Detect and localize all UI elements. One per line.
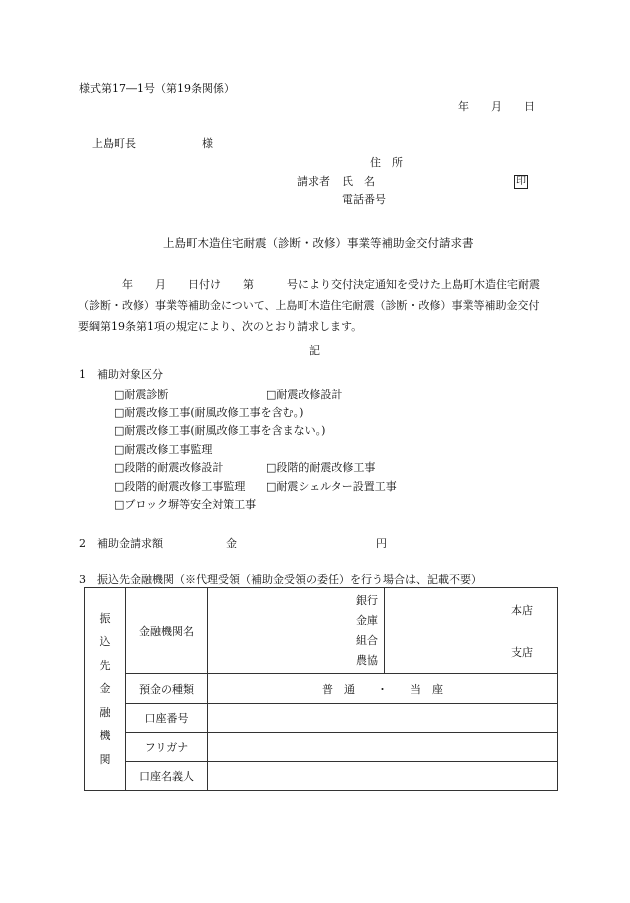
type-kumiai: 組合 [356,633,378,647]
bank-side-label: 振 込 先 金 融 機 関 [85,588,126,791]
branch-field[interactable] [385,588,558,674]
option-retrofit-work-with-wind[interactable]: □耐震改修工事(耐風改修工事を含む。) [114,406,304,419]
date-line: 年 月 日 [458,100,535,113]
section2-heading: 2 補助金請求額 [79,537,163,550]
option-block-wall-safety[interactable]: □ブロック塀等安全対策工事 [114,498,257,511]
deposit-type-label: 預金の種類 [126,674,208,704]
section3-heading: 3 振込先金融機関（※代理受領（補助金受領の委任）を行う場合は、記載不要） [79,573,482,586]
type-nokyo: 農協 [356,653,378,667]
amount-kin: 金 [226,537,237,550]
option-staged-supervision[interactable]: □段階的耐震改修工事監理 [114,480,246,493]
institution-label: 金融機関名 [126,588,208,674]
section1-heading: 1 補助対象区分 [79,368,163,381]
option-shelter-installation[interactable]: □耐震シェルター設置工事 [266,480,397,493]
addressee: 上島町長 様 [92,137,213,150]
option-seismic-diagnosis[interactable]: □耐震診断 [114,388,169,401]
furigana-label: フリガナ [126,733,208,762]
type-bank: 銀行 [356,593,378,607]
institution-name-field[interactable] [208,588,385,674]
account-holder-label: 口座名義人 [126,762,208,791]
name-label: 氏 名 [342,175,375,188]
amount-yen: 円 [376,537,387,550]
address-label: 住 所 [370,156,403,169]
seal-mark: 印 [516,176,526,187]
branch-label: 支店 [511,646,533,659]
type-shinkin: 金庫 [356,613,378,627]
option-retrofit-design[interactable]: □耐震改修設計 [266,388,343,401]
option-staged-work[interactable]: □段階的耐震改修工事 [266,461,376,474]
furigana-field[interactable] [208,733,558,762]
bank-table [84,587,558,791]
account-number-field[interactable] [208,704,558,733]
claimant-role-label: 請求者 [297,175,330,188]
option-retrofit-supervision[interactable]: □耐震改修工事監理 [114,443,213,456]
option-retrofit-work-without-wind[interactable]: □耐震改修工事(耐風改修工事を含まない。) [114,424,326,437]
body-paragraph: 年 月 日付け 第 号により交付決定通知を受けた上島町木造住宅耐震（診断・改修）事業等補助金について、上島町木造住宅耐震（診断・改修）事業等補助金交付要綱第19条第1項の規定により、次のとおり請求します。 [78,278,540,333]
deposit-type-options[interactable]: 普 通 ・ 当 座 [208,674,558,704]
account-holder-field[interactable] [208,762,558,791]
option-staged-design[interactable]: □段階的耐震改修設計 [114,461,224,474]
form-id: 様式第17―1号（第19条関係） [79,82,235,95]
document-title: 上島町木造住宅耐震（診断・改修）事業等補助金交付請求書 [163,236,474,250]
ki-marker: 記 [309,344,320,357]
account-number-label: 口座番号 [126,704,208,733]
phone-label: 電話番号 [342,193,386,206]
head-office-label: 本店 [511,604,533,617]
